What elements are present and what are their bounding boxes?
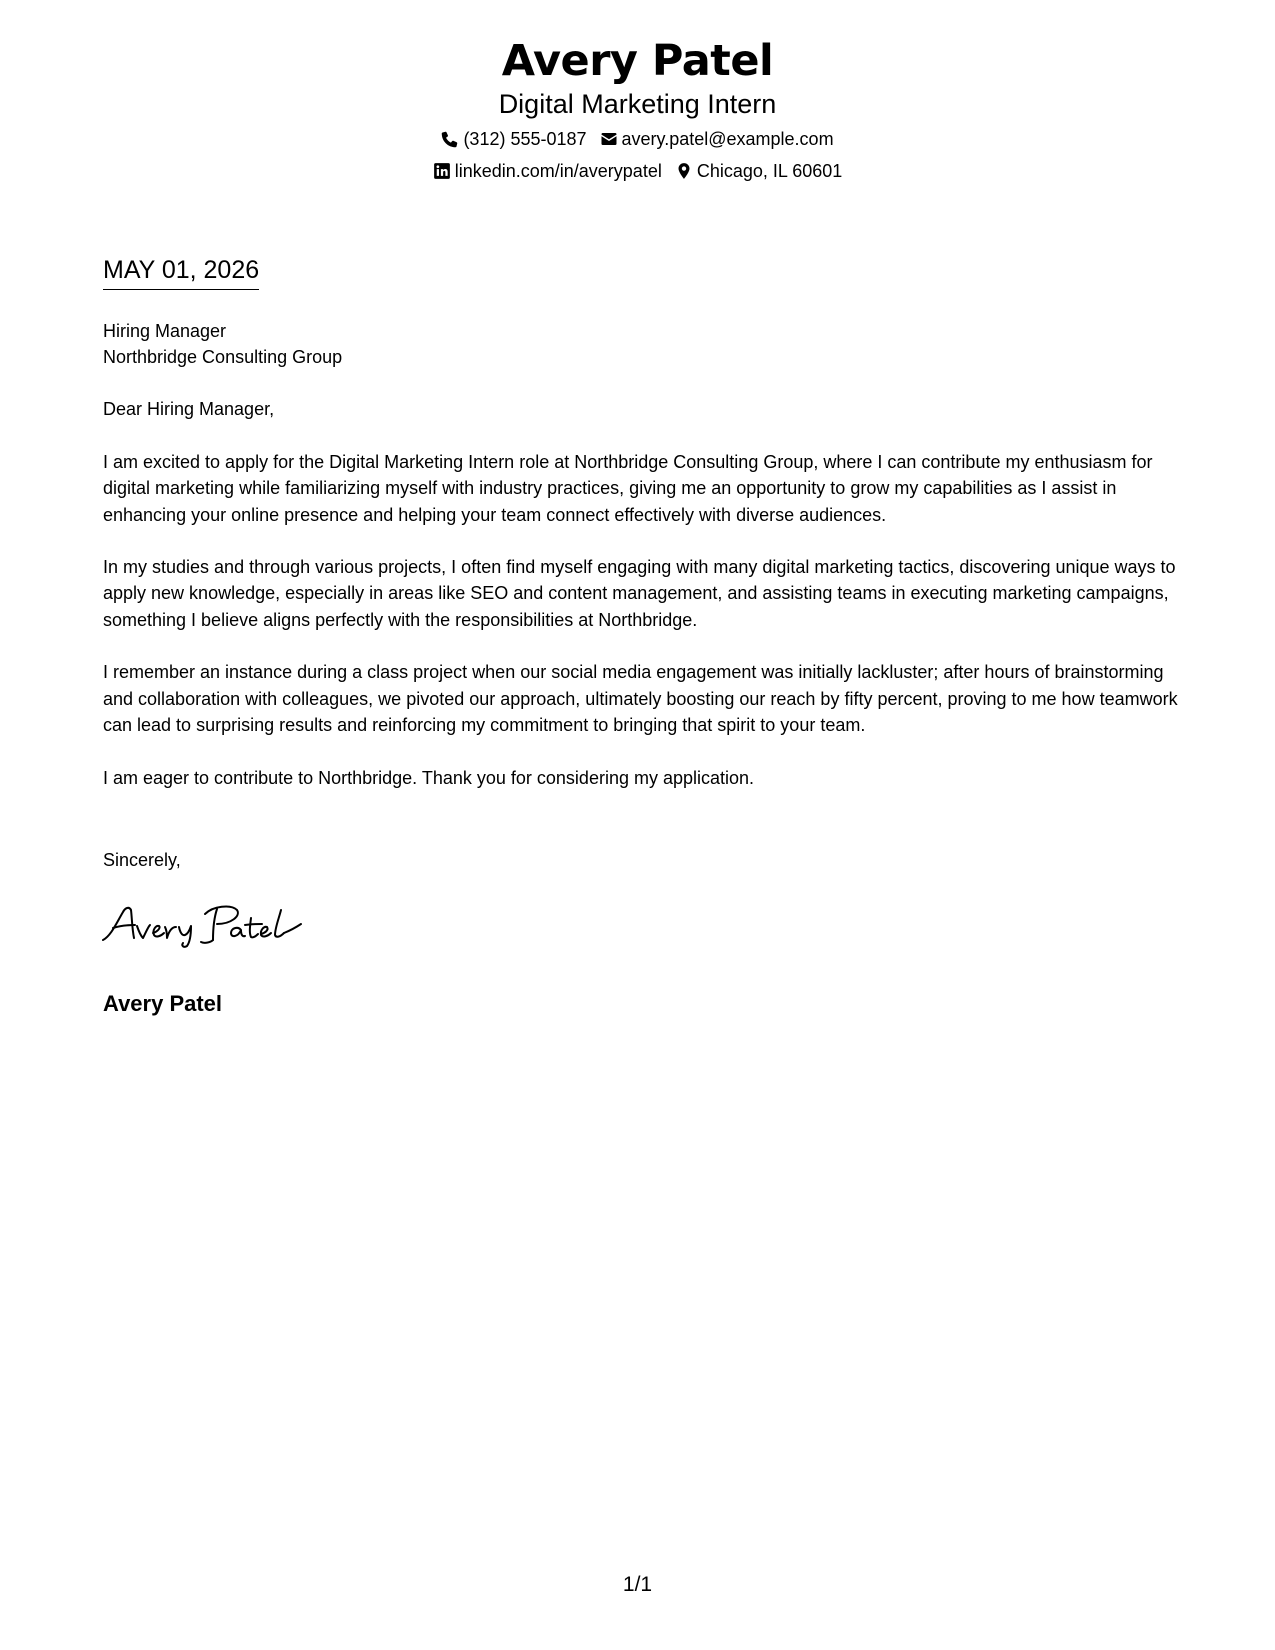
closing: Sincerely, bbox=[103, 850, 181, 870]
phone-icon bbox=[441, 130, 459, 148]
body-paragraph-4: I am eager to contribute to Northbridge. Thank you for considering my application. bbox=[103, 767, 755, 788]
location-text: Chicago, IL 60601 bbox=[696, 161, 843, 181]
recipient-block bbox=[103, 318, 342, 370]
page-number: 1/1 bbox=[622, 1573, 653, 1596]
contact-line-2 bbox=[0, 160, 1275, 182]
salutation: Dear Hiring Manager, bbox=[103, 399, 275, 419]
phone-contact bbox=[441, 128, 586, 150]
location-contact bbox=[675, 160, 842, 182]
applicant-name: Avery Patel bbox=[501, 36, 774, 86]
handwritten-signature bbox=[101, 900, 311, 948]
linkedin-contact bbox=[433, 160, 662, 182]
body-paragraph-3: I remember an instance during a class project when our social media engagement was initially lackluster; after hours of brainstorming and collaboration with colleagues, we pivoted our approach, ultimately boosting our reach by fifty percent, proving to me how teamwork can lead to surprising results and reinforcing my commitment to bringing that spirit to your team. bbox=[103, 662, 1178, 735]
letter-header bbox=[0, 34, 1275, 182]
body-paragraph-2: In my studies and through various projects, I often find myself engaging with many digital marketing tactics, discovering unique ways to apply new knowledge, especially in areas like SEO and content management, and assisting teams in executing marketing campaigns, something I believe aligns perfectly with the responsibilities at Northbridge. bbox=[103, 557, 1176, 630]
letter-body bbox=[103, 449, 1178, 817]
email-address: avery.patel@example.com bbox=[621, 129, 834, 149]
linkedin-icon bbox=[433, 162, 451, 180]
phone-number: (312) 555-0187 bbox=[463, 129, 587, 149]
map-pin-icon bbox=[675, 162, 693, 180]
signer-name: Avery Patel bbox=[103, 991, 223, 1016]
body-paragraph-1: I am excited to apply for the Digital Marketing Intern role at Northbridge Consulting Group, where I can contribute my enthusiasm for digital marketing while familiarizing myself with industry practices, giving me an opportunity to grow my capabilities as I assist in enhancing your online presence and helping your team connect effectively with diverse audiences. bbox=[103, 452, 1153, 525]
job-title: Digital Marketing Intern bbox=[498, 89, 777, 119]
envelope-icon bbox=[600, 130, 618, 148]
letter-date: MAY 01, 2026 bbox=[103, 255, 259, 290]
contact-line-1 bbox=[0, 128, 1275, 150]
recipient-name: Hiring Manager bbox=[103, 321, 227, 341]
linkedin-url: linkedin.com/in/averypatel bbox=[454, 161, 662, 181]
recipient-company: Northbridge Consulting Group bbox=[103, 347, 343, 367]
email-contact bbox=[600, 128, 834, 150]
